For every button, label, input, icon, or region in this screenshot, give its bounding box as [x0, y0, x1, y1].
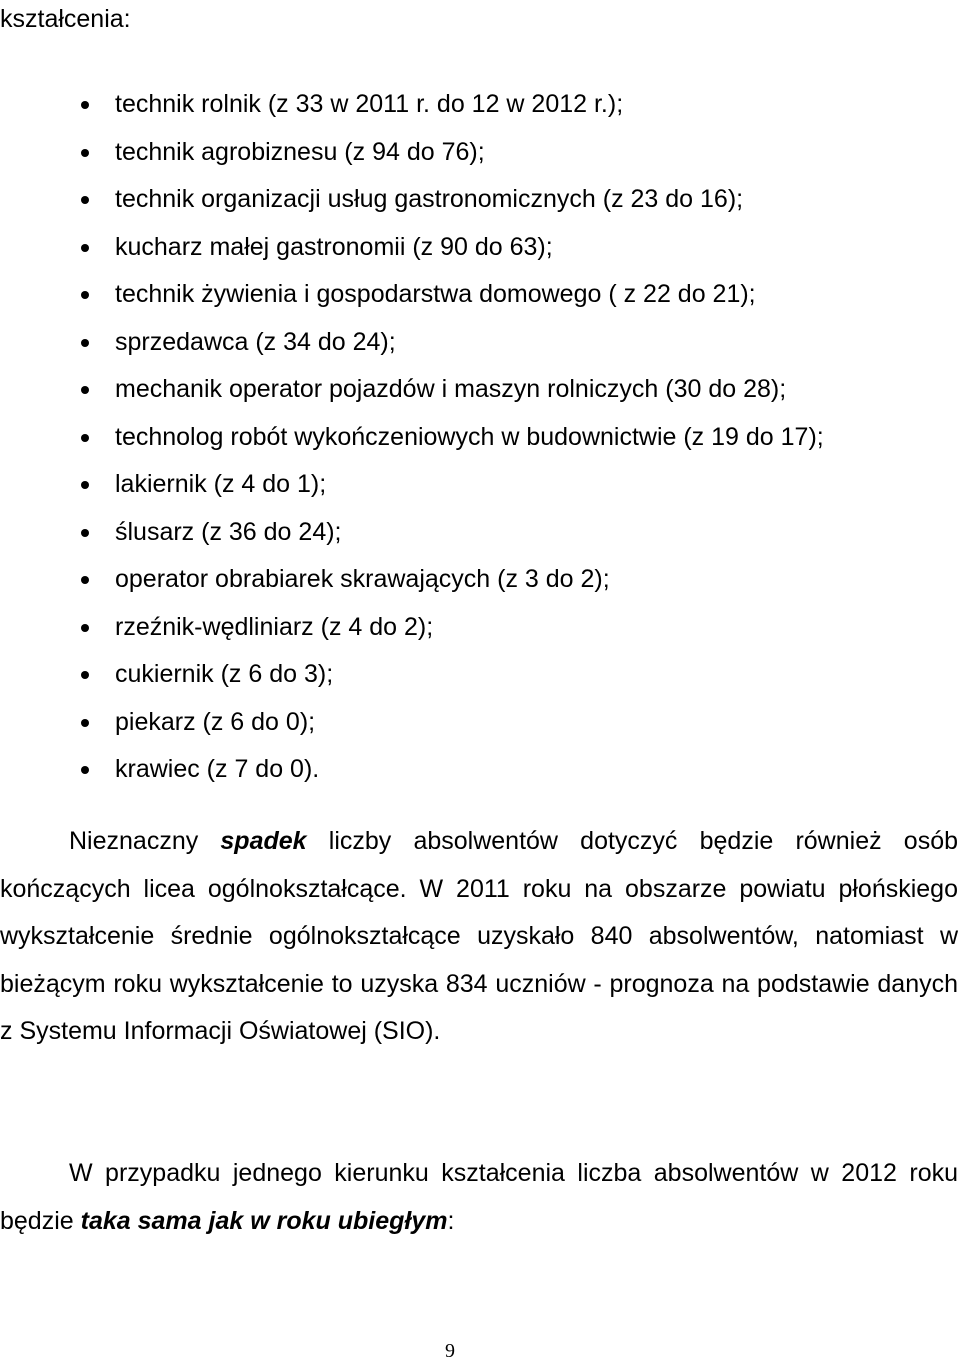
course-label: technik agrobiznesu (z 94 do 76);	[115, 137, 485, 166]
bullet-icon	[81, 339, 89, 347]
bullet-icon	[81, 671, 89, 679]
bullet-icon	[81, 719, 89, 727]
course-label: sprzedawca (z 34 do 24);	[115, 327, 396, 356]
bullet-icon	[81, 196, 89, 204]
course-list-item	[0, 327, 824, 375]
course-list-item	[0, 374, 824, 422]
course-label: technik żywienia i gospodarstwa domowego ( z 22 do 21);	[115, 280, 756, 308]
course-list-item	[0, 754, 824, 802]
course-list-item	[0, 184, 824, 232]
page-number: 9	[445, 1340, 455, 1362]
bullet-icon	[81, 766, 89, 774]
course-label: cukiernik (z 6 do 3);	[115, 660, 334, 688]
course-list-item	[0, 89, 824, 137]
course-list-item	[0, 707, 824, 755]
course-label: technik organizacji usług gastronomicznych (z 23 do 16);	[115, 185, 744, 213]
course-list	[0, 89, 824, 802]
emphasis-text: taka sama jak w roku ubiegłym	[80, 1206, 448, 1235]
course-list-item	[0, 232, 824, 280]
course-list-item	[0, 422, 824, 470]
paragraph-text: W przypadku jednego kierunku kształcenia liczba absolwentów w 2012 roku będzie	[0, 1159, 958, 1235]
bullet-icon	[81, 291, 89, 299]
intro-text: kształcenia:	[0, 5, 131, 33]
paragraph-text: :	[447, 1206, 455, 1235]
course-list-item	[0, 469, 824, 517]
course-label: rzeźnik-wędliniarz (z 4 do 2);	[115, 612, 434, 641]
course-list-item	[0, 517, 824, 565]
emphasis-text: spadek	[220, 827, 307, 855]
course-label: mechanik operator pojazdów i maszyn rolniczych (30 do 28);	[115, 375, 787, 403]
course-label: lakiernik (z 4 do 1);	[115, 470, 327, 498]
course-list-item	[0, 659, 824, 707]
paragraph-text: Nieznaczny	[69, 827, 221, 855]
bullet-icon	[81, 101, 89, 109]
course-label: kucharz małej gastronomii (z 90 do 63);	[115, 232, 553, 261]
course-label: operator obrabiarek skrawających (z 3 do 2);	[115, 565, 610, 593]
bullet-icon	[81, 149, 89, 157]
bullet-icon	[81, 624, 89, 632]
course-list-item	[0, 612, 824, 660]
paragraph-graduates-decline	[0, 818, 958, 1056]
course-label: ślusarz (z 36 do 24);	[115, 517, 342, 546]
course-list-item	[0, 137, 824, 185]
course-list-item	[0, 564, 824, 612]
bullet-icon	[81, 529, 89, 537]
bullet-icon	[81, 434, 89, 442]
bullet-icon	[81, 481, 89, 489]
course-label: piekarz (z 6 do 0);	[115, 707, 316, 736]
course-label: technik rolnik (z 33 w 2011 r. do 12 w 2012 r.);	[115, 90, 624, 118]
bullet-icon	[81, 576, 89, 584]
course-label: technolog robót wykończeniowych w budownictwie (z 19 do 17);	[115, 422, 824, 451]
paragraph-text: liczby absolwentów dotyczyć będzie również osób kończących licea ogólnokształcące. W 2011 roku na obszarze powiatu płońskiego wykształcenie średnie ogólnokształcące uzyskało 840 absolwentów, natomiast w bieżącym roku wykształcenie to uzyska 834 uczniów - prognoza na podstawie danych z Systemu Informacji Oświatowej (SIO).	[0, 827, 958, 1045]
course-label: krawiec (z 7 do 0).	[115, 755, 320, 783]
bullet-icon	[81, 386, 89, 394]
paragraph-unchanged-course	[0, 1150, 958, 1245]
course-list-item	[0, 279, 824, 327]
bullet-icon	[81, 244, 89, 252]
